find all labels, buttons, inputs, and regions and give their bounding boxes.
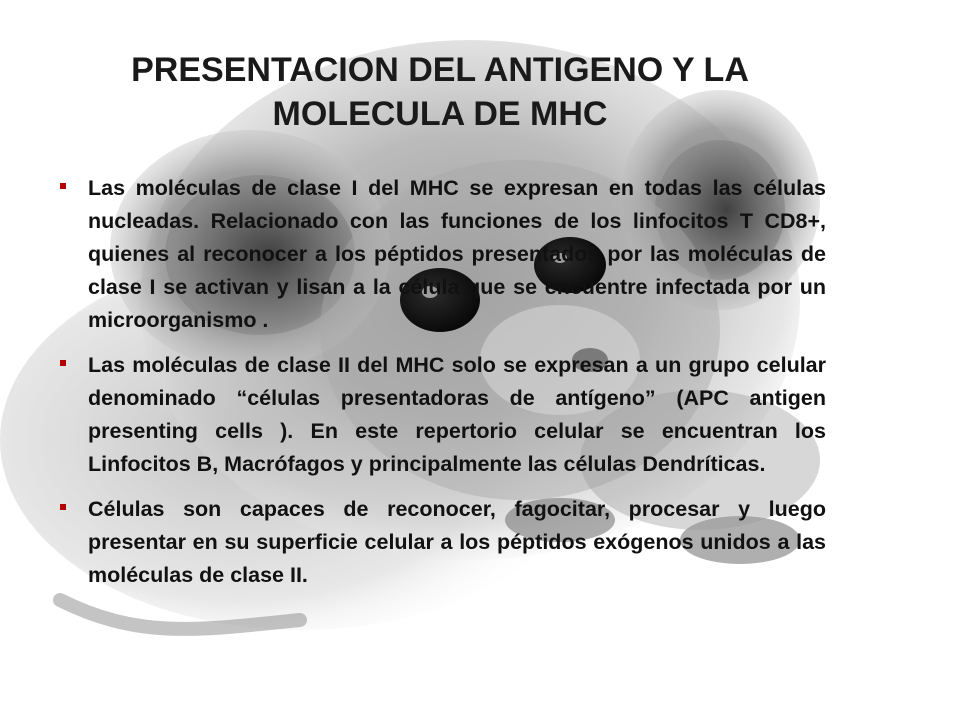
list-item (56, 172, 826, 337)
square-bullet-icon (60, 183, 66, 189)
square-bullet-icon (60, 504, 66, 510)
list-item (56, 349, 826, 481)
slide-title: PRESENTACION DEL ANTIGENO Y LA MOLECULA DE MHC (131, 51, 749, 133)
bullet-text: Células son capaces de reconocer, fagocitar, procesar y luego presentar en su superficie celular a los péptidos exógenos unidos a las moléculas de clase II. (88, 497, 826, 587)
list-item (56, 493, 826, 592)
bullet-text: Las moléculas de clase I del MHC se expresan en todas las células nucleadas. Relacionado con las funciones de los linfocitos T CD8+, quienes al reconocer a los péptidos presentados por las moléculas de clase I se activan y lisan a la célula que se encuentre infectada por un microorganismo . (88, 176, 826, 332)
bullet-list (56, 172, 826, 604)
square-bullet-icon (60, 360, 66, 366)
bullet-text: Las moléculas de clase II del MHC solo se expresan a un grupo celular denominado “células presentadoras de antígeno” (APC antigen presenting cells ). En este repertorio celular se encuentran los Linfocitos B, Macrófagos y principalmente las células Dendríticas. (88, 353, 826, 476)
